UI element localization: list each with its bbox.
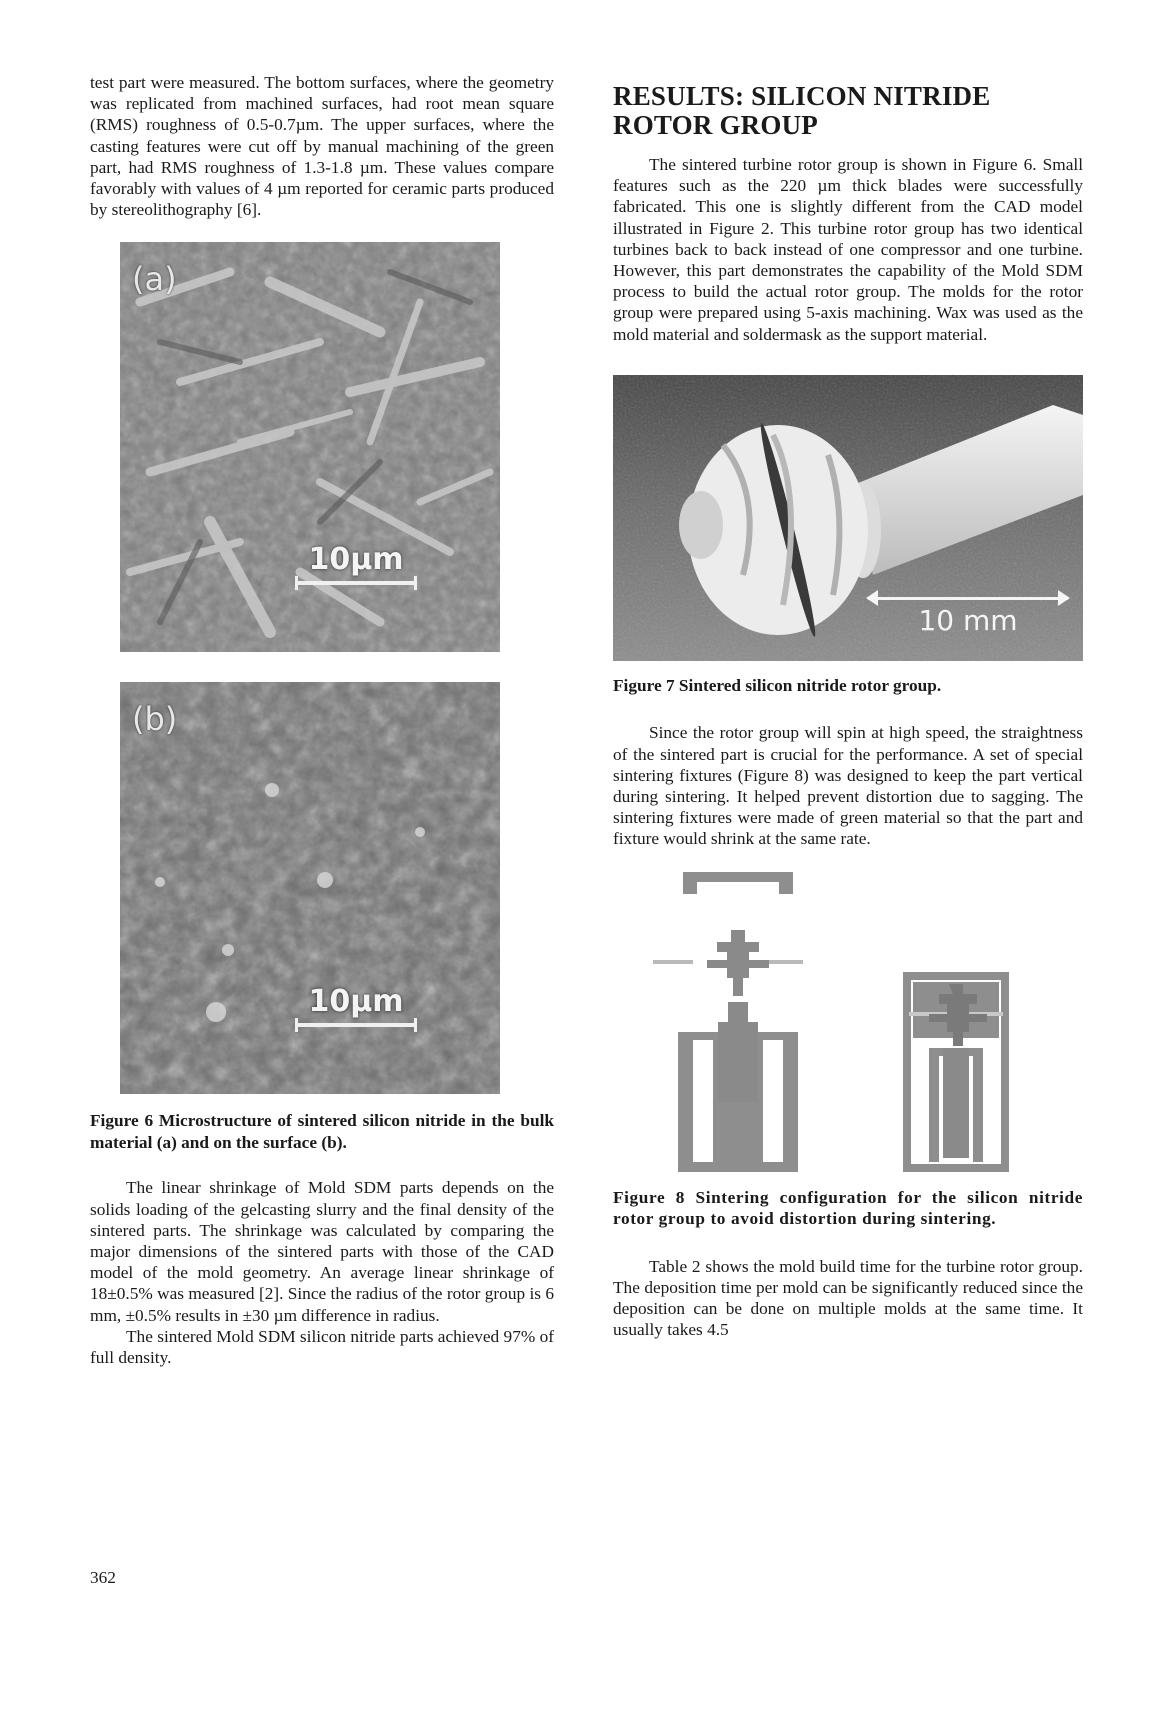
paragraph-rotor: The sintered turbine rotor group is shown in Figure 6. Small features such as the 220 µm thick blades were successfully fabricated. This one is slightly different from the CAD model illustrated in Figure 2. This turbine rotor group has two identical turbines back to back instead of one compressor and one turbine. However, this part demonstrates the capability of the Mold SDM process to build the actual rotor group. The molds for the rotor group were prepared using 5-axis machining. Wax was used as the mold material and soldermask as the support material. <box>613 155 1083 344</box>
page-number: 362 <box>90 1568 116 1587</box>
right-fixture-assembly <box>903 972 1009 1172</box>
section-heading: RESULTS: SILICON NITRIDE ROTOR GROUP <box>613 81 991 140</box>
left-column <box>90 72 554 1368</box>
figure-6a-scale-bar <box>295 581 417 585</box>
paragraph-density: The sintered Mold SDM silicon nitride parts achieved 97% of full density. <box>90 1326 554 1368</box>
figure-6b-scale-text: 10µm <box>308 984 404 1020</box>
paragraph-build-time: Table 2 shows the mold build time for the turbine rotor group. The deposition time per mold can be significantly reduced since the deposition can be done on multiple molds at the same time. It usually takes 4.5 <box>613 1256 1083 1340</box>
figure-6a-scale <box>295 542 417 585</box>
figure-8-diagram <box>613 872 1083 1172</box>
figure-6b-sem-image <box>120 682 500 1094</box>
paragraph-fixtures: Since the rotor group will spin at high speed, the straightness of the sintered part is crucial for the performance. A set of special sintering fixtures (Figure 8) was designed to keep the part vertical during sintering. It helped prevent distortion due to sagging. The sintering fixtures were made of green material so that the part and fixture would shrink at the same rate. <box>613 723 1083 849</box>
figure-7-caption: Figure 7 Sintered silicon nitride rotor group. <box>613 675 942 695</box>
sem-texture-b <box>120 682 500 1094</box>
right-column <box>613 72 1083 1340</box>
figure-6b-label: (b) <box>132 700 178 739</box>
figure-7-photo <box>613 375 1083 661</box>
figure-8-caption: Figure 8 Sintering configuration for the silicon nitride rotor group to avoid distortion during sintering. <box>613 1187 1083 1229</box>
figure-6a-sem-image <box>120 242 500 652</box>
figure-7-scale <box>868 597 1068 637</box>
figure-6a-scale-text: 10µm <box>308 542 404 578</box>
figure-6b-scale-bar <box>295 1023 417 1027</box>
figure-6-caption: Figure 6 Microstructure of sintered silicon nitride in the bulk material (a) and on the surface (b). <box>90 1111 554 1152</box>
figure-7-scale-text: 10 mm <box>918 603 1018 637</box>
figure-6b-scale <box>295 984 417 1027</box>
paragraph-shrinkage: The linear shrinkage of Mold SDM parts depends on the solids loading of the gelcasting slurry and the final density of the sintered parts. The shrinkage was calculated by comparing the major dimensions of the sintered parts with those of the CAD model of the mold geometry. An average linear shrinkage of 18±0.5% was measured [2]. Since the radius of the rotor group is 6 mm, ±0.5% results in ±30 µm difference in radius. <box>90 1178 554 1325</box>
left-fixture-assembly <box>653 872 803 1172</box>
paragraph-roughness: test part were measured. The bottom surfaces, where the geometry was replicated from machined surfaces, had root mean square (RMS) roughness of 0.5-0.7µm. The upper surfaces, where the casting features were cut off by manual machining of the green part, had RMS roughness of 1.3-1.8 µm. These values compare favorably with values of 4 µm reported for ceramic parts produced by stereolithography [6]. <box>90 73 554 220</box>
figure-6a-label: (a) <box>132 260 177 299</box>
figure-7-scale-arrow <box>868 597 1068 600</box>
sem-texture-a <box>120 242 500 652</box>
